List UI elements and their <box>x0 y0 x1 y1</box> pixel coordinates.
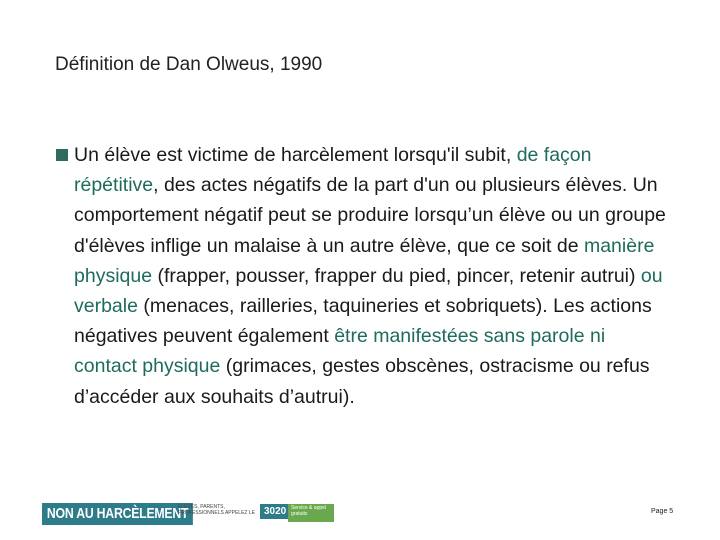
helpline-number: 3020 <box>260 504 290 519</box>
helpline-description: Service & appel gratuits <box>288 504 334 522</box>
text-segment: Un élève est victime de harcèlement lorsqu'il subit, <box>74 144 517 166</box>
highlight-nonverbal: être manifestées sans parole ni contact physique <box>74 325 606 378</box>
highlight-verbal: ou verbale <box>74 264 663 318</box>
definition-paragraph <box>74 140 666 412</box>
campaign-logo: NON AU HARCÈLEMENT <box>42 503 193 525</box>
text-segment: (frapper, pousser, frapper du pied, pincer, retenir autrui) <box>152 264 641 287</box>
highlight-repetitive: de façon répétitive <box>74 144 592 197</box>
page-number: Page 5 <box>651 508 674 515</box>
footer-tagline: ÉLÈVES, PARENTS, PROFESSIONNELS APPELEZ LE <box>178 504 255 516</box>
highlight-physical: manière physique <box>74 234 655 287</box>
text-segment: , des actes négatifs de la part d'un ou plusieurs élèves. Un comportement négatif peut se produire lorsqu’un élève ou un groupe d'élèves inflige un malaise à un autre élève, que ce soit de <box>74 174 666 257</box>
bullet-square-icon <box>56 149 68 161</box>
slide-title: Définition de Dan Olweus, 1990 <box>55 54 323 75</box>
text-segment: (grimaces, gestes obscènes, ostracisme ou refus d’accéder aux souhaits d’autrui). <box>74 355 650 408</box>
definition-block <box>56 140 666 412</box>
text-segment: (menaces, railleries, taquineries et sobriquets). Les actions négatives peuvent également <box>74 295 652 348</box>
